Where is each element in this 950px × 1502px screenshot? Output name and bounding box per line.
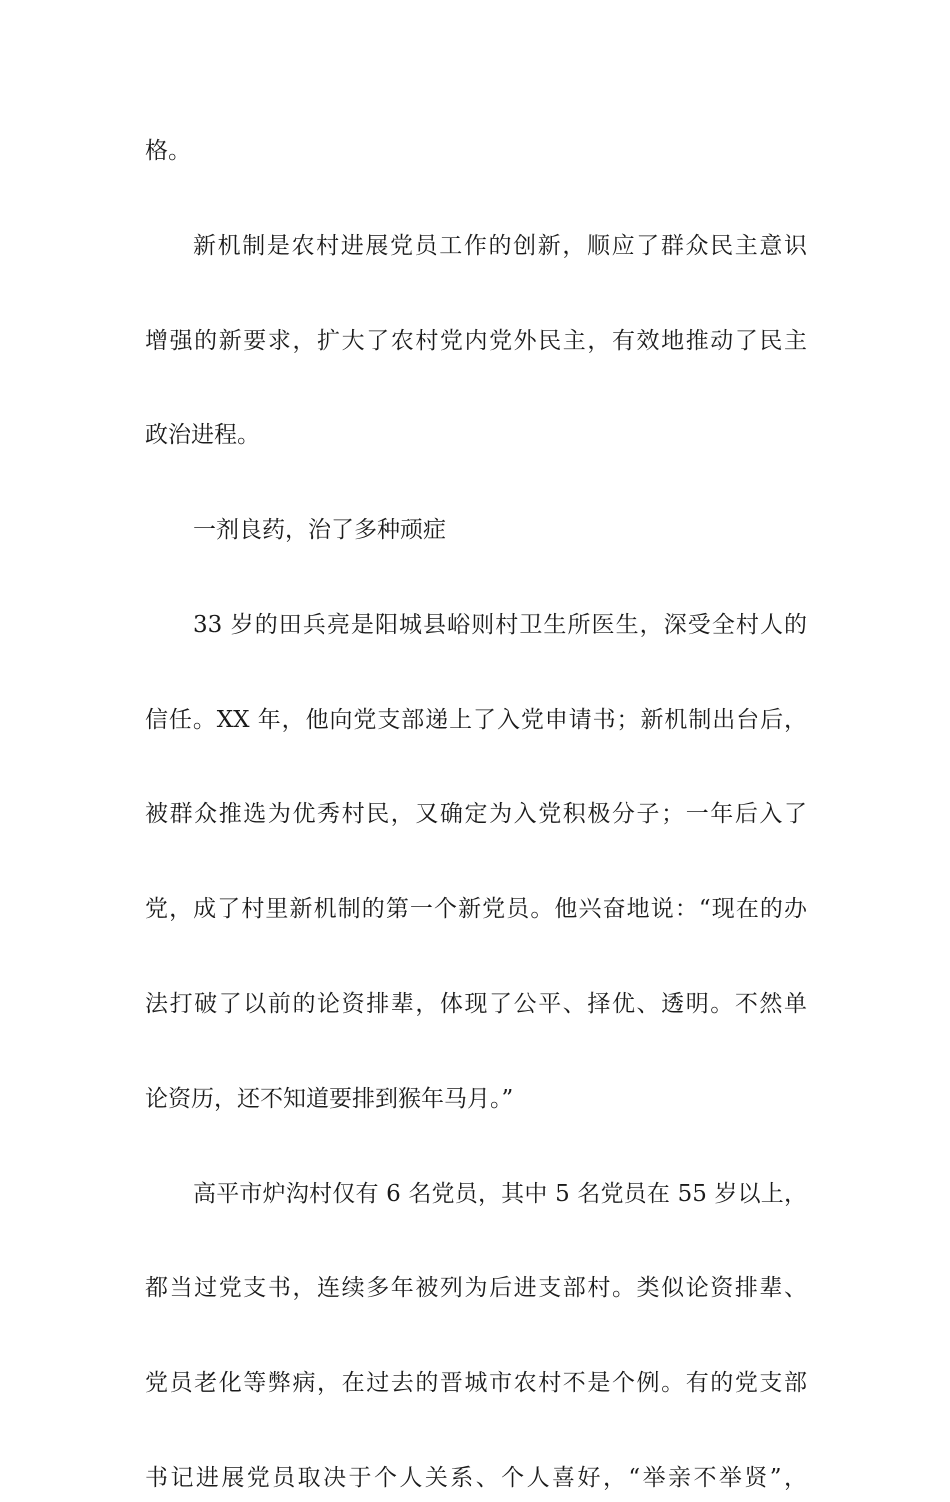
line-gap xyxy=(145,1313,807,1360)
line-gap xyxy=(145,744,807,791)
text-line: 新机制是农村进展党员工作的创新，顺应了群众民主意识 xyxy=(193,232,807,259)
text-line: 党，成了村里新机制的第一个新党员。他兴奋地说：“现在的办 xyxy=(145,896,807,923)
line-gap xyxy=(145,1028,807,1075)
text-line: 增强的新要求，扩大了农村党内党外民主，有效地推动了民主 xyxy=(145,327,807,354)
text-line: 格。 xyxy=(145,138,191,164)
paragraph-gap xyxy=(145,1123,807,1170)
text-line: 书记进展党员取决于个人关系、个人喜好，“举亲不举贤”， xyxy=(145,1464,807,1491)
text-line: 政治进程。 xyxy=(145,422,260,449)
text-line: 被群众推选为优秀村民，又确定为入党积极分子；一年后入了 xyxy=(145,801,807,828)
text-line: 都当过党支书，连续多年被列为后进支部村。类似论资排辈、 xyxy=(145,1275,807,1302)
text-line: 33 岁的田兵亮是阳城县峪则村卫生所医生，深受全村人的 xyxy=(193,611,807,638)
paragraph-gap xyxy=(145,175,807,222)
text-line: 党员老化等弊病，在过去的晋城市农村不是个例。有的党支部 xyxy=(145,1370,807,1397)
text-line: 论资历，还不知道要排到猴年马月。” xyxy=(145,1085,514,1112)
document-body xyxy=(145,128,807,1502)
line-gap xyxy=(145,649,807,696)
paragraph-tian-bingliang xyxy=(145,602,807,1123)
line-gap xyxy=(145,1408,807,1455)
text-line: 法打破了以前的论资排辈，体现了公平、择优、透明。不然单 xyxy=(145,991,807,1018)
line-gap xyxy=(145,270,807,317)
paragraph-continuation xyxy=(145,128,807,175)
paragraph-gap xyxy=(145,555,807,602)
paragraph-gap xyxy=(145,460,807,507)
line-gap xyxy=(145,839,807,886)
paragraph-new-mechanism xyxy=(145,223,807,460)
heading-line: 一剂良药，治了多种顽症 xyxy=(193,517,446,544)
text-line: 高平市炉沟村仅有 6 名党员，其中 5 名党员在 55 岁以上， xyxy=(193,1180,807,1207)
line-gap xyxy=(145,365,807,412)
text-line: 信任。XX 年，他向党支部递上了入党申请书；新机制出台后， xyxy=(145,706,807,733)
paragraph-lugou-village xyxy=(145,1171,807,1502)
line-gap xyxy=(145,934,807,981)
line-gap xyxy=(145,1218,807,1265)
section-heading xyxy=(145,507,807,554)
